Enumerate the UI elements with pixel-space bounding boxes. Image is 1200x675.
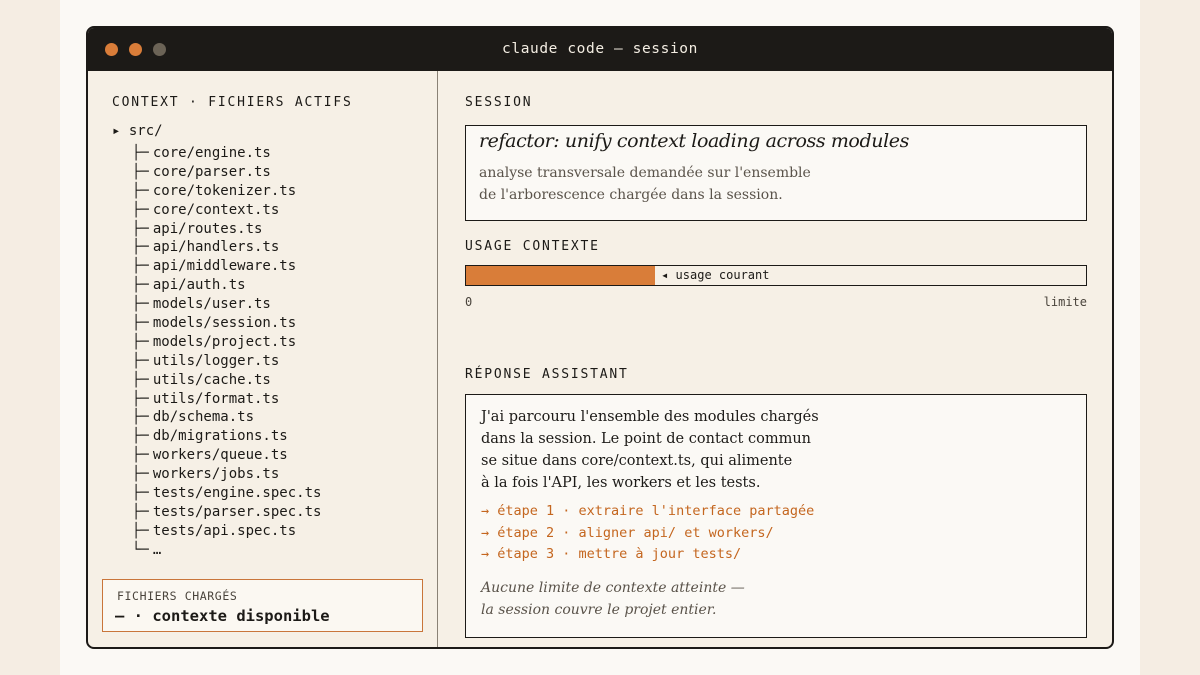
tree-branch: ├─ — [132, 277, 149, 294]
file-name: db/schema.ts — [152, 409, 255, 426]
usage-min-label: 0 — [465, 295, 473, 309]
file-name: models/project.ts — [152, 333, 297, 350]
file-name: tests/parser.spec.ts — [152, 503, 322, 520]
response-step: → étape 2 · aligner api/ et workers/ — [481, 524, 774, 541]
tree-branch: ├─ — [132, 220, 149, 237]
file-tree-item[interactable] — [132, 201, 321, 220]
file-name: utils/logger.ts — [152, 352, 280, 369]
file-name: core/context.ts — [152, 201, 280, 218]
tree-branch: ├─ — [132, 352, 149, 369]
tree-branch: ├─ — [132, 371, 149, 388]
tree-branch: ├─ — [132, 163, 149, 180]
tree-branch: ├─ — [132, 145, 149, 161]
file-name: db/migrations.ts — [152, 428, 288, 445]
title-bar — [88, 28, 1112, 71]
response-step: → étape 1 · extraire l'interface partagée — [481, 503, 815, 519]
response-text — [481, 406, 819, 494]
file-name: utils/format.ts — [152, 390, 280, 407]
session-description-line: de l'arborescence chargée dans la session. — [479, 187, 783, 203]
file-tree-item[interactable] — [132, 465, 321, 484]
session-card — [465, 125, 1087, 221]
file-name: models/user.ts — [152, 296, 271, 313]
file-name: core/tokenizer.ts — [152, 182, 297, 199]
file-name: core/engine.ts — [152, 145, 271, 161]
tree-branch: ├─ — [132, 239, 149, 256]
file-tree-item[interactable] — [132, 541, 321, 560]
tree-branch: ├─ — [132, 522, 149, 539]
loaded-files-panel — [102, 579, 423, 632]
response-steps — [481, 501, 814, 566]
loaded-files-value: — · contexte disponible — [115, 607, 330, 625]
tree-branch: ├─ — [132, 485, 149, 502]
file-tree-item[interactable] — [132, 295, 321, 314]
file-tree-item[interactable] — [132, 446, 321, 465]
window-title: claude code — session — [502, 41, 698, 57]
tree-branch: ├─ — [132, 201, 149, 218]
file-tree-item[interactable] — [132, 352, 321, 371]
assistant-response-card — [465, 394, 1087, 638]
tree-branch: ├─ — [132, 409, 149, 426]
tree-branch: ├─ — [132, 258, 149, 275]
context-usage-fill — [466, 266, 655, 285]
session-label: SESSION — [465, 95, 533, 110]
tree-branch: ├─ — [132, 182, 149, 199]
tree-branch: ├─ — [132, 447, 149, 464]
loaded-files-label: FICHIERS CHARGÉS — [117, 589, 238, 603]
file-tree-item[interactable] — [132, 257, 321, 276]
app-window — [86, 26, 1114, 649]
file-tree-item[interactable] — [132, 238, 321, 257]
file-name: workers/queue.ts — [152, 447, 288, 464]
file-name: api/middleware.ts — [152, 258, 297, 275]
tree-branch: ├─ — [132, 315, 149, 332]
tree-branch: ├─ — [132, 390, 149, 407]
file-tree-item[interactable] — [132, 220, 321, 239]
file-tree-item[interactable] — [132, 484, 321, 503]
tree-branch: ├─ — [132, 466, 149, 483]
usage-marker-label: ◂ usage courant — [661, 268, 770, 282]
file-tree-item[interactable] — [132, 522, 321, 541]
response-note — [481, 577, 745, 621]
file-tree-item[interactable] — [132, 276, 321, 295]
tree-root-folder[interactable]: ▸ src/ — [112, 123, 163, 139]
response-line: à la fois l'API, les workers et les tests. — [481, 475, 761, 491]
file-tree-item[interactable] — [132, 408, 321, 427]
file-name: … — [152, 541, 162, 558]
file-tree-item[interactable] — [132, 163, 321, 182]
file-tree-item[interactable] — [132, 182, 321, 201]
file-name: api/auth.ts — [152, 277, 246, 294]
file-tree-item[interactable] — [132, 333, 321, 352]
response-line: dans la session. Le point de contact commun — [481, 431, 811, 447]
file-tree-item[interactable] — [132, 144, 321, 163]
tree-branch: ├─ — [132, 333, 149, 350]
tree-branch: ├─ — [132, 503, 149, 520]
file-name: workers/jobs.ts — [152, 466, 280, 483]
response-step: → étape 3 · mettre à jour tests/ — [481, 546, 742, 562]
session-description — [479, 162, 811, 206]
session-description-line: analyse transversale demandée sur l'ensemble — [479, 165, 811, 181]
usage-max-label: limite — [1043, 295, 1087, 309]
file-name: utils/cache.ts — [152, 371, 271, 388]
response-note-line: la session couvre le projet entier. — [481, 602, 717, 618]
file-name: models/session.ts — [152, 315, 297, 332]
context-sidebar — [88, 71, 438, 647]
file-tree — [132, 144, 321, 560]
file-tree-item[interactable] — [132, 503, 321, 522]
sidebar-label: CONTEXT · FICHIERS ACTIFS — [112, 95, 353, 110]
main-panel — [439, 71, 1112, 647]
response-line: J'ai parcouru l'ensemble des modules chargés — [481, 409, 819, 425]
session-title: refactor: unify context loading across modules — [479, 130, 909, 152]
file-tree-item[interactable] — [132, 314, 321, 333]
response-note-line: Aucune limite de contexte atteinte — — [481, 580, 745, 596]
response-line: se situe dans core/context.ts, qui alimente — [481, 453, 793, 469]
file-tree-item[interactable] — [132, 390, 321, 409]
context-usage-bar — [465, 265, 1087, 286]
tree-branch: └─ — [132, 541, 149, 558]
file-name: api/handlers.ts — [152, 239, 280, 256]
usage-label: USAGE CONTEXTE — [465, 239, 600, 254]
file-name: tests/api.spec.ts — [152, 522, 297, 539]
file-tree-item[interactable] — [132, 371, 321, 390]
file-name: api/routes.ts — [152, 220, 263, 237]
response-label: RÉPONSE ASSISTANT — [465, 367, 629, 382]
file-name: tests/engine.spec.ts — [152, 485, 322, 502]
tree-branch: ├─ — [132, 428, 149, 445]
file-tree-item[interactable] — [132, 427, 321, 446]
file-name: core/parser.ts — [152, 163, 271, 180]
tree-branch: ├─ — [132, 296, 149, 313]
